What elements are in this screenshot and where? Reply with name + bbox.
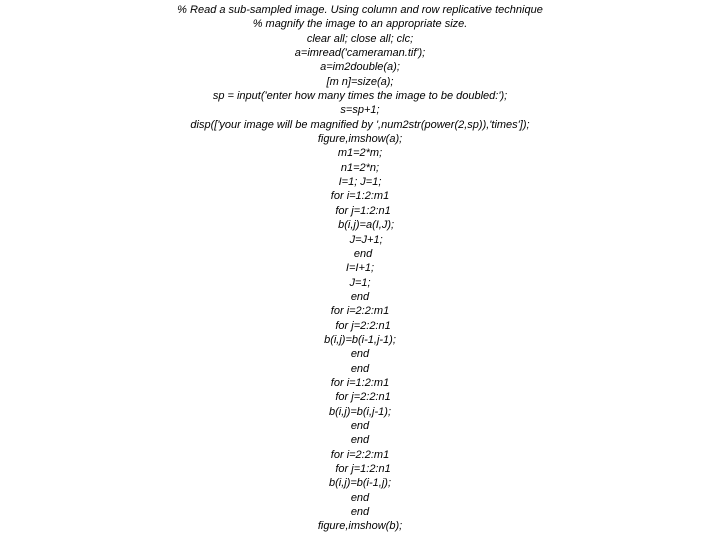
code-line: for j=1:2:n1 bbox=[329, 204, 391, 217]
code-line: [m n]=size(a); bbox=[326, 75, 394, 88]
code-line: J=J+1; bbox=[337, 233, 383, 246]
code-line: end bbox=[350, 506, 370, 519]
code-line: for j=2:2:n1 bbox=[329, 391, 391, 404]
code-line: end bbox=[350, 348, 370, 361]
code-line: figure,imshow(a); bbox=[317, 133, 403, 146]
code-line: J=1; bbox=[349, 276, 371, 289]
code-line: figure,imshow(b); bbox=[317, 520, 403, 533]
code-line: clear all; close all; clc; bbox=[306, 32, 414, 45]
code-line: b(i,j)=b(i,j-1); bbox=[328, 405, 392, 418]
code-line: b(i,j)=b(i-1,j); bbox=[328, 477, 392, 490]
code-line: a=im2double(a); bbox=[320, 61, 400, 74]
code-line: disp(['your image will be magnified by ',num2str(power(2,sp)),'times']); bbox=[190, 118, 530, 131]
code-line: for i=1:2:m1 bbox=[330, 190, 390, 203]
code-line: for j=2:2:n1 bbox=[329, 319, 391, 332]
code-line: s=sp+1; bbox=[340, 104, 380, 117]
code-line: I=I+1; bbox=[345, 262, 375, 275]
code-line: % Read a sub-sampled image. Using column and row replicative technique bbox=[177, 4, 543, 16]
code-line: end bbox=[350, 290, 370, 303]
code-line: end bbox=[350, 491, 370, 504]
code-line: for i=1:2:m1 bbox=[330, 376, 390, 389]
code-line: for i=2:2:m1 bbox=[330, 448, 390, 461]
code-line: b(i,j)=a(I,J); bbox=[325, 219, 395, 232]
code-line: sp = input('enter how many times the image to be doubled:'); bbox=[212, 90, 508, 103]
code-line: end bbox=[350, 362, 370, 375]
code-line: % magnify the image to an appropriate size. bbox=[252, 18, 468, 31]
code-line: m1=2*m; bbox=[337, 147, 383, 160]
code-line: for j=1:2:n1 bbox=[329, 463, 391, 475]
code-line: for i=2:2:m1 bbox=[330, 305, 390, 318]
code-line: end bbox=[350, 419, 370, 432]
code-line: b(i,j)=b(i-1,j-1); bbox=[324, 333, 396, 346]
code-line: end bbox=[350, 434, 370, 447]
matlab-code-listing bbox=[0, 3, 720, 534]
code-line: n1=2*n; bbox=[340, 161, 380, 174]
code-line: end bbox=[347, 247, 373, 260]
code-line: I=1; J=1; bbox=[338, 176, 382, 189]
code-line: a=imread('cameraman.tif'); bbox=[294, 47, 426, 60]
